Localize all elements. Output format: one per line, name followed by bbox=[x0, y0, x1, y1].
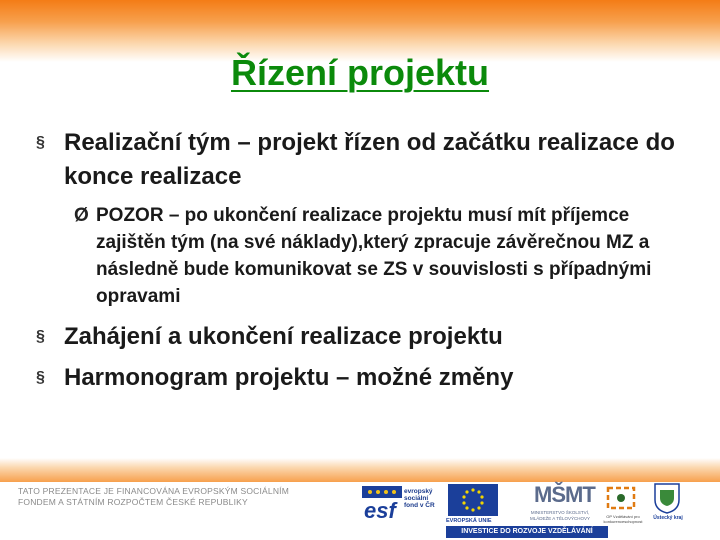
msmt-caption: MINISTERSTVO ŠKOLSTVÍ, MLÁDEŽE A TĚLOVÝCHOVY bbox=[530, 510, 590, 521]
bullet-item-1 bbox=[36, 126, 696, 194]
bullet-text: Realizační tým – projekt řízen od začátku realizace do konce realizace bbox=[64, 129, 675, 190]
op-logo-icon bbox=[600, 484, 644, 514]
eu-flag-icon bbox=[448, 484, 498, 516]
msmt-logo bbox=[520, 482, 594, 526]
bullet-text: Zahájení a ukončení realizace projektu bbox=[64, 323, 503, 350]
esf-logo bbox=[360, 484, 438, 526]
slide-title: Řízení projektu bbox=[230, 52, 490, 93]
esf-logo-mark: esf bbox=[364, 498, 396, 523]
sub-bullet-text: POZOR – po ukončení realizace projektu musí mít příjemce zajištěn tým (na své náklady),který zpracuje závěrečnou MZ a následně bude komunikovat se ZS v souvislosti s případnými opravami bbox=[96, 205, 652, 307]
partner-logos bbox=[360, 478, 710, 538]
bullet-item-2 bbox=[36, 320, 696, 354]
op-vk-logo bbox=[600, 484, 644, 526]
investice-banner: INVESTICE DO ROZVOJE VZDĚLÁVÁNÍ bbox=[446, 526, 608, 538]
bullet-text: Harmonogram projektu – možné změny bbox=[64, 364, 514, 391]
kraj-caption: Ústecký kraj bbox=[653, 515, 683, 521]
disclaimer-line: FONDEM A STÁTNÍM ROZPOČTEM ČESKÉ REPUBLIKY bbox=[18, 497, 248, 507]
sub-bullet-item bbox=[74, 202, 704, 310]
arrow-marker-icon: Ø bbox=[74, 205, 89, 226]
op-caption: OP Vzdělávání pro konkurenceschopnost bbox=[603, 514, 643, 524]
ustecky-kraj-logo bbox=[650, 482, 684, 526]
eu-stars-icon bbox=[448, 484, 498, 516]
eu-caption: EVROPSKÁ UNIE bbox=[446, 518, 492, 524]
esf-text: evropský sociální fond v ČR bbox=[404, 488, 435, 509]
disclaimer-line: TATO PREZENTACE JE FINANCOVÁNA EVROPSKÝM SOCIÁLNÍM bbox=[18, 486, 290, 496]
bullet-marker-icon: § bbox=[36, 328, 45, 345]
bullet-marker-icon: § bbox=[36, 134, 45, 151]
msmt-logo-mark: MŠMT bbox=[534, 482, 595, 507]
kraj-shield-icon bbox=[650, 482, 684, 514]
funding-disclaimer bbox=[18, 486, 318, 508]
esf-logo-icon bbox=[360, 484, 404, 524]
bullet-marker-icon: § bbox=[36, 369, 45, 386]
bullet-item-3 bbox=[36, 361, 696, 395]
